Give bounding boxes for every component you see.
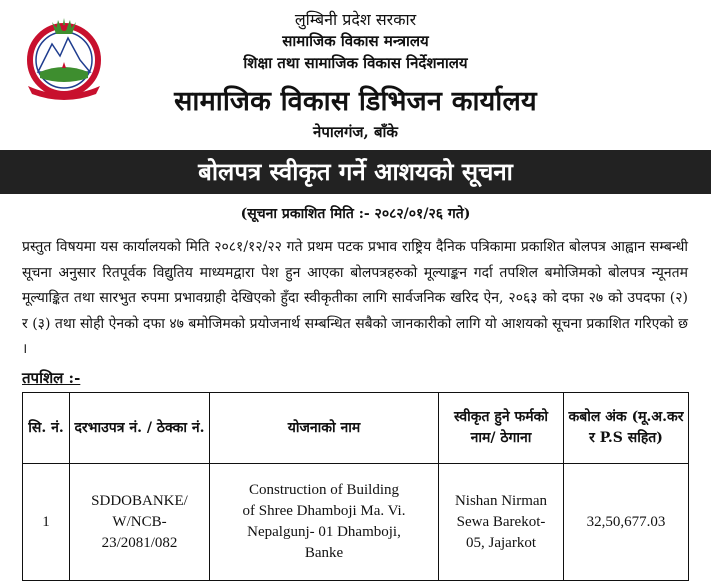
- header-bid-amount: कबोल अंक (मू.अ.कर र P.S सहित): [564, 393, 689, 464]
- directorate-line: शिक्षा तथा सामाजिक विकास निर्देशनालय: [243, 54, 468, 72]
- province-government-line: लुम्बिनी प्रदेश सरकार: [294, 10, 417, 29]
- office-location: नेपालगंज, बाँके: [313, 123, 398, 141]
- table-header-row: [23, 393, 689, 464]
- notice-title-banner: बोलपत्र स्वीकृत गर्ने आशयको सूचना: [0, 150, 711, 194]
- cell-serial-number: 1: [23, 464, 70, 581]
- header-project-name: योजनाको नाम: [210, 393, 439, 464]
- cell-contract-number: SDDOBANKE/ W/NCB- 23/2081/082: [70, 464, 210, 581]
- notice-body-paragraph: प्रस्तुत विषयमा यस कार्यालयको मिति २०८१/१२/२२ गते प्रथम पटक प्रभाव राष्ट्रिय दैनिक पत्रिकामा प्रकाशित बोलपत्र आह्वान सम्बन्धी सूचना अनुसार रितपूर्वक विद्युतिय माध्यमद्वारा पेश हुन आएका बोलपत्रहरुको मूल्याङ्कन गर्दा तपशिल बमोजिमको बोलपत्र न्यूनतम मूल्याङ्कित तथा सारभुत रुपमा प्रभावग्राही देखिएको हुँदा स्वीकृतीका लागि सार्वजनिक खरिद ऐन, २०६३ को दफा २७ को उपदफा (२) र (३) तथा सोही ऐनको दफा ४७ बमोजिमको प्रयोजनार्थ सम्बन्धित सबैको जानकारीको लागि यो आशयको सूचना प्रकाशित गरिएको छ ।: [22, 239, 688, 357]
- table-row: [23, 464, 689, 581]
- bid-details-table: [22, 392, 689, 581]
- header-contract-number: दरभाउपत्र नं. / ठेक्का नं.: [70, 393, 210, 464]
- header-serial-number: सि. नं.: [23, 393, 70, 464]
- header-approved-firm: स्वीकृत हुने फर्मको नाम/ ठेगाना: [439, 393, 564, 464]
- ministry-line: सामाजिक विकास मन्त्रालय: [282, 32, 429, 50]
- published-date: (सूचना प्रकाशित मिति :- २०८२/०१/२६ गते): [240, 206, 471, 222]
- cell-bid-amount: 32,50,677.03: [564, 464, 689, 581]
- cell-project-name: Construction of Building of Shree Dhamboji Ma. Vi. Nepalgunj- 01 Dhamboji, Banke: [210, 464, 439, 581]
- cell-firm-name: Nishan Nirman Sewa Barekot- 05, Jajarkot: [439, 464, 564, 581]
- office-title: सामाजिक विकास डिभिजन कार्यालय: [174, 86, 537, 117]
- details-label: तपशिल :-: [22, 369, 81, 387]
